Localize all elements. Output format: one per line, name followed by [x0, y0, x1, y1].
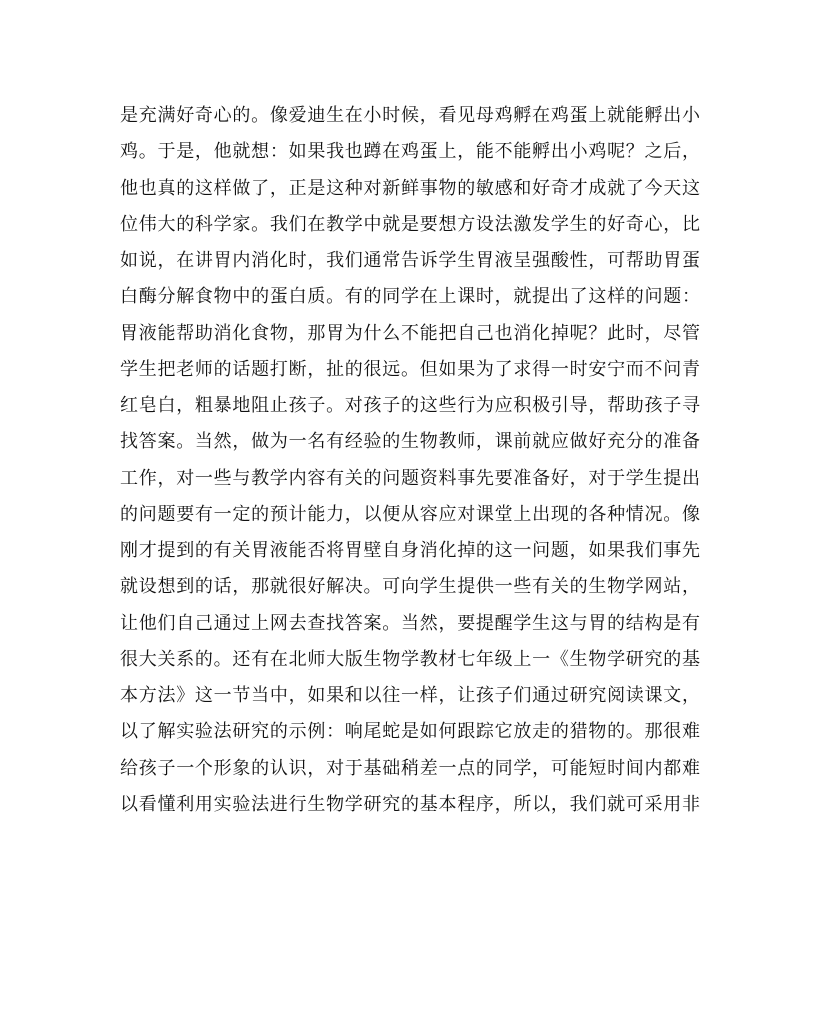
text-line: 鸡。于是，他就想：如果我也蹲在鸡蛋上，能不能孵出小鸡呢？之后，: [120, 141, 700, 163]
text-line: 白酶分解食物中的蛋白质。有的同学在上课时，就提出了这样的问题：: [120, 286, 700, 308]
text-line: 他也真的这样做了，正是这种对新鲜事物的敏感和好奇才成就了今天这: [120, 177, 700, 199]
text-line: 红皂白，粗暴地阻止孩子。对孩子的这些行为应积极引导，帮助孩子寻: [120, 395, 700, 416]
text-line: 的问题要有一定的预计能力，以便从容应对课堂上出现的各种情况。像: [120, 503, 700, 525]
text-line: 位伟大的科学家。我们在教学中就是要想方设法激发学生的好奇心，比: [120, 213, 700, 235]
text-line: 工作，对一些与教学内容有关的问题资料事先要准备好，对于学生提出: [120, 467, 700, 489]
text-line: 让他们自己通过上网去查找答案。当然，要提醒学生这与胃的结构是有: [120, 612, 700, 634]
body-text: [120, 98, 700, 823]
text-line: 以了解实验法研究的示例：响尾蛇是如何跟踪它放走的猎物的。那很难: [120, 721, 700, 743]
text-line: 给孩子一个形象的认识，对于基础稍差一点的同学，可能短时间内都难: [120, 757, 700, 779]
text-line: 很大关系的。还有在北师大版生物学教材七年级上一《生物学研究的基: [120, 648, 700, 670]
text-line: 以看懂利用实验法进行生物学研究的基本程序，所以，我们就可采用非: [120, 793, 700, 815]
text-line: 是充满好奇心的。像爱迪生在小时候，看见母鸡孵在鸡蛋上就能孵出小: [120, 105, 700, 126]
text-line: 胃液能帮助消化食物，那胃为什么不能把自己也消化掉呢？此时，尽管: [120, 322, 700, 344]
text-line: 刚才提到的有关胃液能否将胃壁自身消化掉的这一问题，如果我们事先: [120, 540, 700, 561]
text-line: 找答案。当然，做为一名有经验的生物教师，课前就应做好充分的准备: [120, 431, 700, 453]
text-line: 就设想到的话，那就很好解决。可向学生提供一些有关的生物学网站，: [120, 576, 700, 598]
text-line: 如说，在讲胃内消化时，我们通常告诉学生胃液呈强酸性，可帮助胃蛋: [120, 250, 700, 271]
text-line: 学生把老师的话题打断，扯的很远。但如果为了求得一时安宁而不问青: [120, 358, 700, 380]
text-line: 本方法》这一节当中，如果和以往一样，让孩子们通过研究阅读课文，: [120, 685, 700, 706]
